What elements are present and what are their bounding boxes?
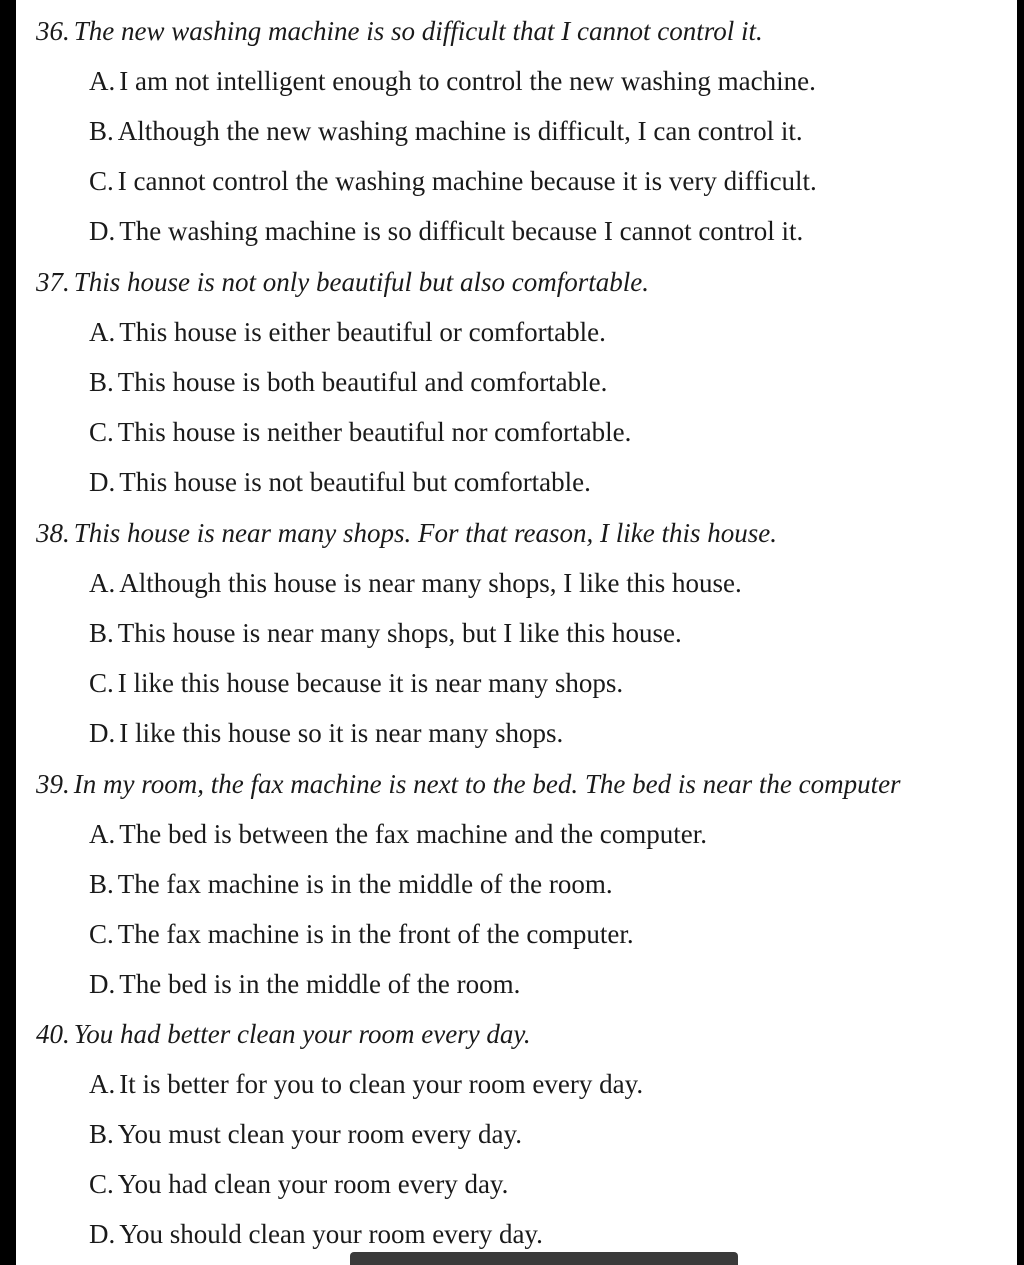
option-letter: D. [89,216,116,246]
question-text: In my room, the fax machine is next to the bed. The bed is near the computer [73,769,901,799]
question-text: This house is not only beautiful but also comfortable. [73,267,649,297]
option-d [89,465,591,499]
option-b [89,365,607,399]
option-letter: D. [89,1219,116,1249]
option-text: I am not intelligent enough to control the new washing machine. [119,66,816,96]
option-letter: C. [89,166,114,196]
option-text: This house is neither beautiful nor comfortable. [117,417,632,447]
option-letter: B. [89,869,114,899]
option-letter: A. [89,1069,116,1099]
option-c [89,415,631,449]
option-text: I like this house because it is near many shops. [117,668,624,698]
option-letter: B. [89,618,114,648]
option-text: The fax machine is in the middle of the room. [117,869,613,899]
option-letter: D. [89,718,116,748]
option-d [89,716,563,750]
option-a [89,566,742,600]
option-text: I cannot control the washing machine because it is very difficult. [117,166,817,196]
question-stem [36,767,901,801]
option-c [89,1167,508,1201]
question-stem [36,516,777,550]
question-number: 37. [36,267,70,297]
option-c [89,917,634,951]
option-a [89,315,606,349]
option-letter: A. [89,317,116,347]
option-c [89,666,623,700]
option-letter: B. [89,1119,114,1149]
option-d [89,214,803,248]
option-a [89,64,816,98]
question-text: This house is near many shops. For that reason, I like this house. [73,518,777,548]
question-stem [36,1017,531,1051]
option-d [89,1217,543,1251]
option-text: Although this house is near many shops, I like this house. [119,568,742,598]
question-text: The new washing machine is so difficult that I cannot control it. [73,16,763,46]
bottom-overlay-bar [350,1252,738,1265]
question-stem [36,14,763,48]
option-text: The washing machine is so difficult because I cannot control it. [119,216,804,246]
option-letter: D. [89,969,116,999]
option-b [89,867,613,901]
question-number: 36. [36,16,70,46]
option-a [89,1067,643,1101]
option-text: The bed is in the middle of the room. [119,969,521,999]
question-number: 39. [36,769,70,799]
option-text: You had clean your room every day. [117,1169,509,1199]
option-letter: A. [89,66,116,96]
question-number: 38. [36,518,70,548]
question-stem [36,265,649,299]
option-a [89,817,707,851]
option-text: You should clean your room every day. [119,1219,543,1249]
question-number: 40. [36,1019,70,1049]
option-text: The bed is between the fax machine and the computer. [119,819,708,849]
option-letter: C. [89,417,114,447]
question-text: You had better clean your room every day. [73,1019,531,1049]
option-d [89,967,520,1001]
option-letter: C. [89,1169,114,1199]
option-text: This house is both beautiful and comfortable. [117,367,608,397]
option-letter: B. [89,116,114,146]
option-text: I like this house so it is near many shops. [119,718,564,748]
option-text: This house is either beautiful or comfortable. [119,317,606,347]
document-page [16,0,1017,1265]
option-letter: A. [89,568,116,598]
option-text: The fax machine is in the front of the computer. [117,919,634,949]
option-text: This house is not beautiful but comfortable. [119,467,591,497]
option-b [89,114,803,148]
option-c [89,164,817,198]
option-b [89,616,682,650]
option-letter: A. [89,819,116,849]
option-letter: D. [89,467,116,497]
option-text: This house is near many shops, but I like this house. [117,618,682,648]
option-letter: C. [89,919,114,949]
option-letter: C. [89,668,114,698]
option-text: You must clean your room every day. [117,1119,522,1149]
option-text: It is better for you to clean your room every day. [119,1069,644,1099]
option-text: Although the new washing machine is difficult, I can control it. [117,116,803,146]
option-letter: B. [89,367,114,397]
option-b [89,1117,522,1151]
